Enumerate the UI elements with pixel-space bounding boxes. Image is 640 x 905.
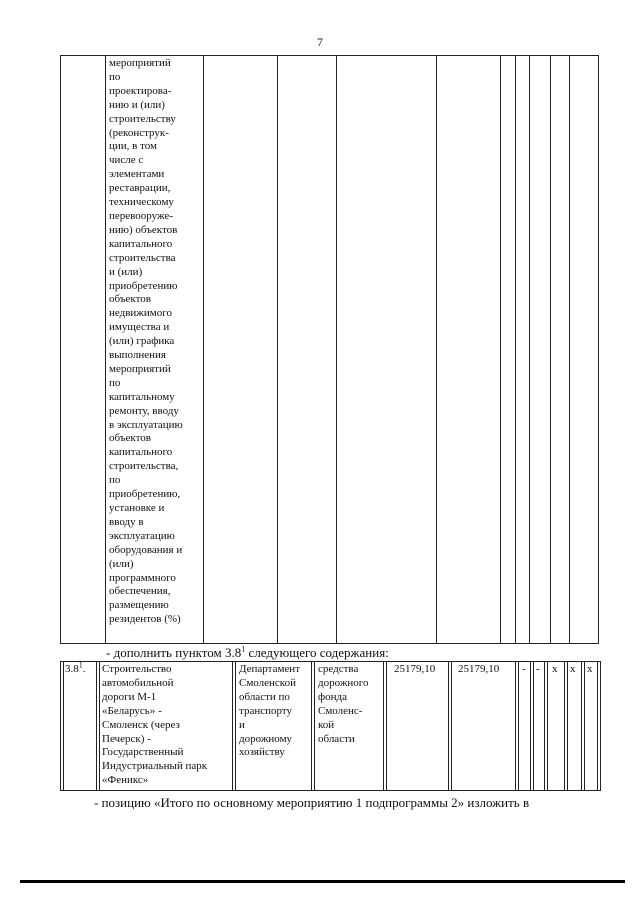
paragraph-add-text: - дополнить пунктом 3.8 <box>106 645 242 660</box>
column-border <box>547 661 548 791</box>
column-border <box>277 55 278 644</box>
column-border <box>311 661 312 791</box>
column-border <box>597 661 598 791</box>
table-top-border <box>60 55 599 56</box>
column-border <box>436 55 437 644</box>
column-border <box>448 661 449 791</box>
page-number: 7 <box>317 35 323 49</box>
table-top-border <box>60 661 601 662</box>
column-border <box>567 661 568 791</box>
column-border <box>232 661 233 791</box>
column-border <box>550 55 551 644</box>
row-executor: Департамент Смоленской области по транспорту и дорожному хозяйству <box>239 663 301 759</box>
paragraph-item-total: - позицию «Итого по основному мероприятию 1 подпрограммы 2» изложить в <box>94 795 530 810</box>
column-border <box>60 55 61 644</box>
column-border <box>451 661 452 791</box>
column-border <box>386 661 387 791</box>
row-dash-1: - <box>522 663 526 675</box>
table-bottom-border <box>60 790 601 791</box>
table-bottom-border <box>60 643 599 644</box>
row-dash-2: - <box>536 663 540 675</box>
row-x-2: x <box>570 663 576 675</box>
column-border <box>533 661 534 791</box>
column-border <box>96 661 97 791</box>
column-border <box>530 661 531 791</box>
column-border <box>600 661 601 791</box>
column-border <box>544 661 545 791</box>
column-border <box>598 55 599 644</box>
column-border <box>569 55 570 644</box>
column-border <box>203 55 204 644</box>
column-border <box>564 661 565 791</box>
table-new-row <box>60 661 601 791</box>
indicator-cell-text: мероприятий по проектирова- нию и (или) строительству (реконструк- ции, в том числе с элементами реставрации, техническому перевооруже- нию) объектов капитального строительства и (или) приобретению объектов недвижимого имущества и (или) графика выполнения мероприятий по капитальному ремонту, вводу в эксплуатацию объектов капитального строительства, по приобретению, установке и вводу в эксплуатацию оборудования и (или) программного обеспечения, размещению резидентов (%) <box>109 57 183 626</box>
column-border <box>581 661 582 791</box>
column-border <box>383 661 384 791</box>
row-funding-source: средства дорожного фонда Смоленс- кой области <box>318 663 369 745</box>
column-border <box>515 55 516 644</box>
column-border <box>99 661 100 791</box>
row-name: Строительство автомобильной дороги М-1 «Беларусь» - Смоленск (через Печерск) - Государственный Индустриальный парк «Феникс» <box>102 663 208 787</box>
column-border <box>584 661 585 791</box>
column-border <box>529 55 530 644</box>
paragraph-add-point <box>106 645 389 661</box>
bottom-rule <box>20 880 625 883</box>
row-x-3: x <box>587 663 593 675</box>
row-year1: 25179,10 <box>458 663 500 675</box>
row-total: 25179,10 <box>394 663 436 675</box>
column-border <box>105 55 106 644</box>
row-number-sup: 1 <box>78 660 83 670</box>
table-continuation <box>60 55 599 644</box>
column-border <box>518 661 519 791</box>
column-border <box>314 661 315 791</box>
column-border <box>63 661 64 791</box>
column-border <box>60 661 61 791</box>
column-border <box>235 661 236 791</box>
row-number-main: 3.8 <box>65 663 79 675</box>
column-border <box>500 55 501 644</box>
paragraph-add-text-tail: следующего содержания: <box>245 645 389 660</box>
column-border <box>515 661 516 791</box>
column-border <box>336 55 337 644</box>
row-number <box>65 660 86 677</box>
row-x-1: x <box>552 663 558 675</box>
row-number-tail: . <box>82 663 86 675</box>
paragraph-add-sup: 1 <box>241 644 246 654</box>
